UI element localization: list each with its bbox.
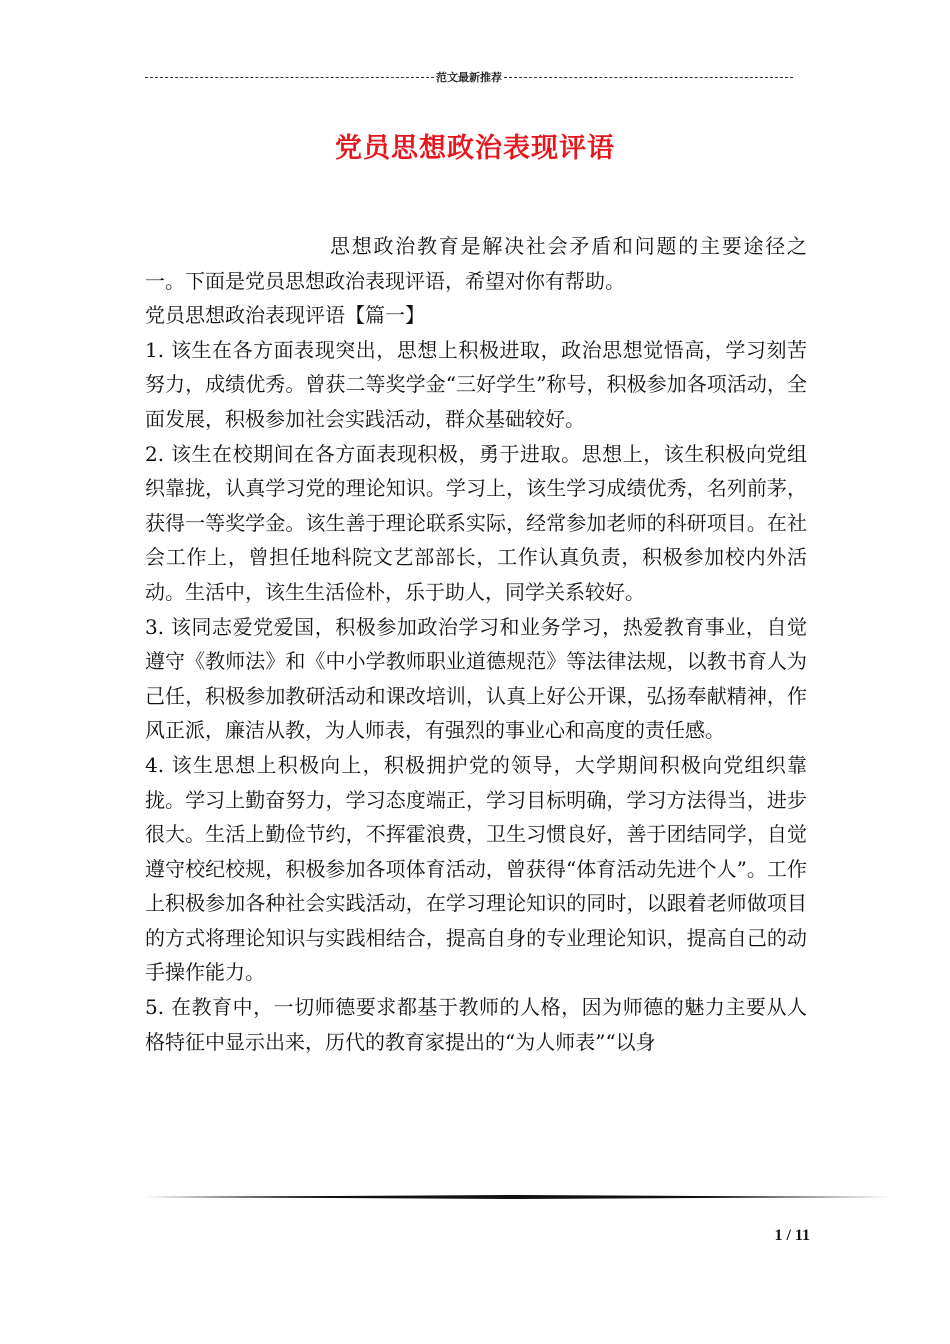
document-body xyxy=(145,229,807,1059)
header-dash-left xyxy=(145,77,434,78)
list-item: 1. 该生在各方面表现突出，思想上积极进取，政治思想觉悟高，学习刻苦努力，成绩优秀。曾获二等奖学金“三好学生”称号，积极参加各项活动，全面发展，积极参加社会实践活动，群众基础较好。 xyxy=(145,337,807,431)
page-header xyxy=(145,70,793,84)
document-title: 党员思想政治表现评语 xyxy=(335,133,615,164)
list-item: 3. 该同志爱党爱国，积极参加政治学习和业务学习，热爱教育事业，自觉遵守《教师法》和《中小学教师职业道德规范》等法律法规，以教书育人为己任，积极参加教研活动和课改培训，认真上好公开课，弘扬奉献精神，作风正派，廉洁从教，为人师表，有强烈的事业心和高度的责任感。 xyxy=(145,614,807,743)
footer-divider xyxy=(145,1195,890,1199)
list-item: 2. 该生在校期间在各方面表现积极，勇于进取。思想上，该生积极向党组织靠拢，认真学习党的理论知识。学习上，该生学习成绩优秀，名列前茅，获得一等奖学金。该生善于理论联系实际，经常参加老师的科研项目。在社会工作上，曾担任地科院文艺部部长，工作认真负责，积极参加校内外活动。生活中，该生生活俭朴，乐于助人，同学关系较好。 xyxy=(145,441,807,604)
list-item: 4. 该生思想上积极向上，积极拥护党的领导，大学期间积极向党组织靠拢。学习上勤奋努力，学习态度端正，学习目标明确，学习方法得当，进步很大。生活上勤俭节约，不挥霍浪费，卫生习惯良好，善于团结同学，自觉遵守校纪校规，积极参加各项体育活动，曾获得“体育活动先进个人”。工作上积极参加各种社会实践活动，在学习理论知识的同时，以跟着老师做项目的方式将理论知识与实践相结合，提高自身的专业理论知识，提高自己的动手操作能力。 xyxy=(145,752,807,985)
page-number: 1 / 11 xyxy=(774,1227,810,1244)
header-dash-right xyxy=(504,77,793,78)
intro-paragraph: 思想政治教育是解决社会矛盾和问题的主要途径之一。下面是党员思想政治表现评语，希望对你有帮助。 xyxy=(145,234,807,293)
section-heading: 党员思想政治表现评语【篇一】 xyxy=(145,303,425,328)
header-label: 范文最新推荐 xyxy=(436,71,502,84)
list-item: 5. 在教育中，一切师德要求都基于教师的人格，因为师德的魅力主要从人格特征中显示出来，历代的教育家提出的“为人师表”“以身 xyxy=(145,995,807,1054)
